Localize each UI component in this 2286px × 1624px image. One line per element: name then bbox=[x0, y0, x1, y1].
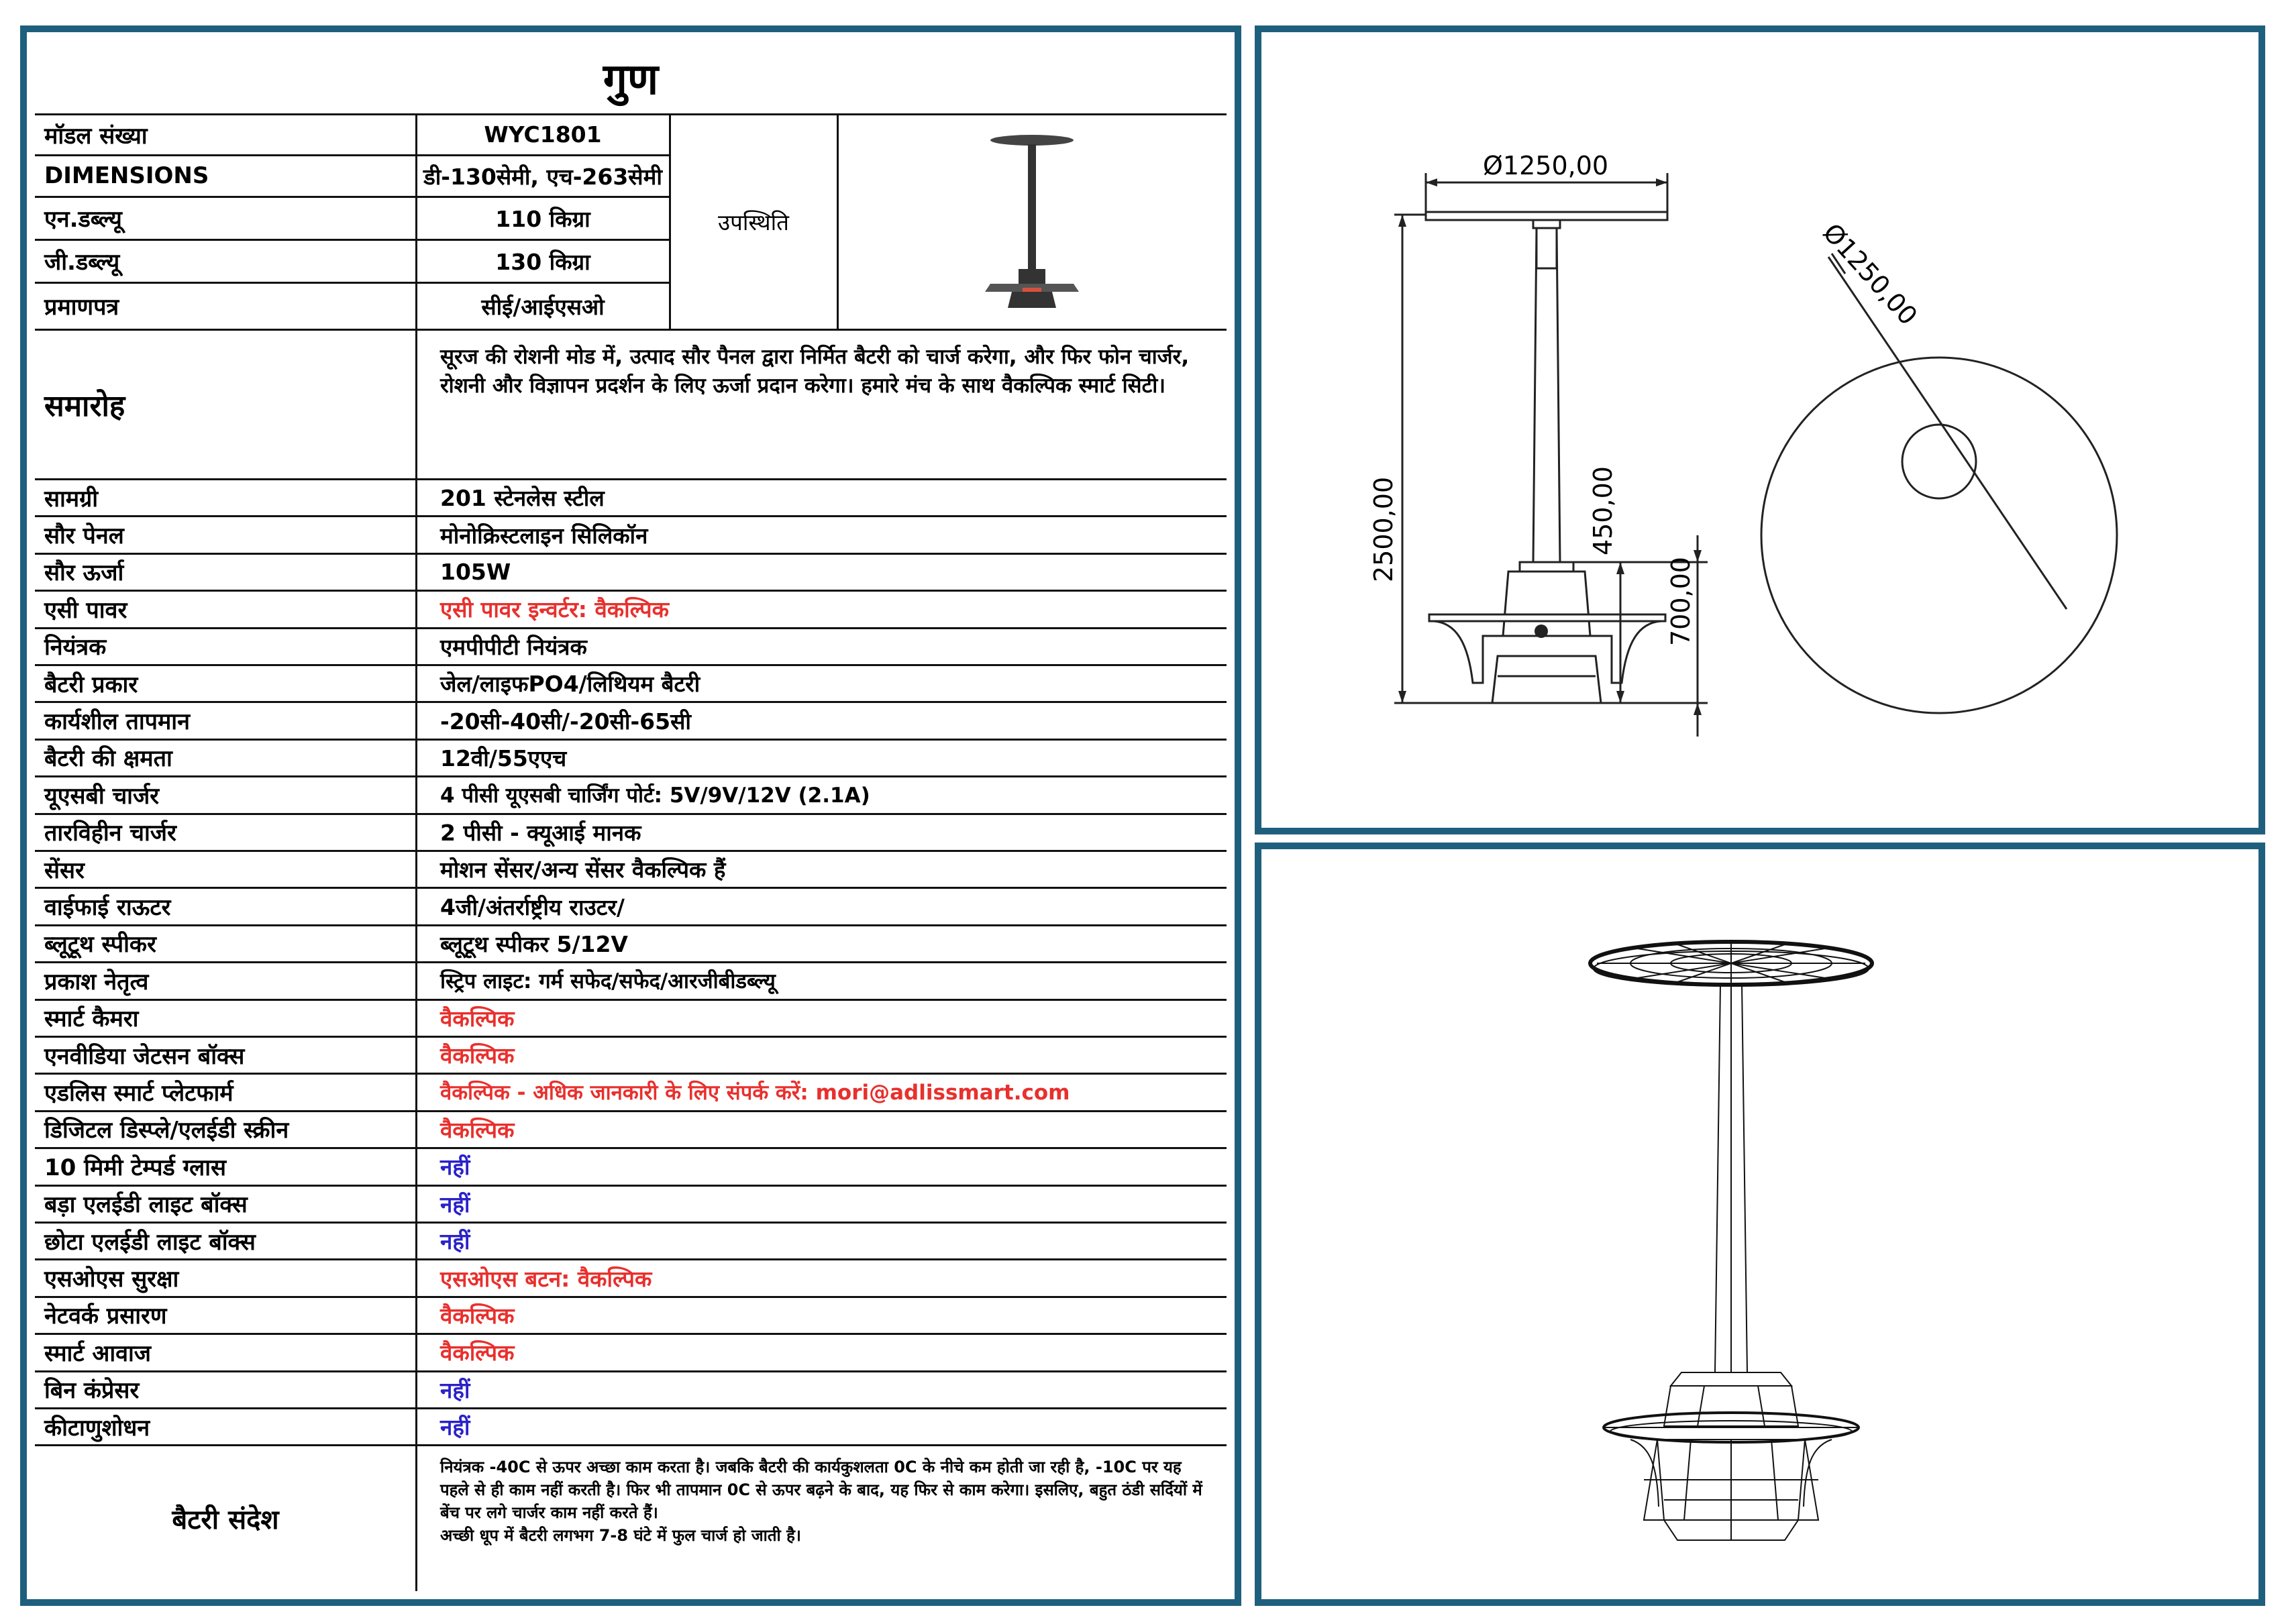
table-rule bbox=[35, 282, 670, 284]
header-value: डी-130सेमी, एच-263सेमी bbox=[423, 163, 662, 190]
header-label: प्रमाणपत्र bbox=[44, 294, 119, 321]
side-bench-left-leg bbox=[1433, 621, 1503, 683]
spec-value: नहीं bbox=[440, 1414, 470, 1441]
wireframe-cabinet-top bbox=[1671, 1372, 1791, 1386]
spec-label: तारविहीन चार्जर bbox=[44, 820, 176, 847]
spec-value: वैकल्पिक bbox=[440, 1302, 515, 1329]
spec-label: 10 मिमी टेम्पर्ड ग्लास bbox=[44, 1154, 226, 1181]
spec-label: एसी पावर bbox=[44, 596, 127, 624]
side-pole-cap bbox=[1537, 228, 1557, 268]
function-text: सूरज की रोशनी मोड में, उत्पाद सौर पैनल द्वारा निर्मित बैटरी को चार्ज करेगा, और फिर फोन चार्जर, रोशनी और विज्ञापन प्रदर्शन के लिए ऊर्जा प्रदान करेगा। हमारे मंच के साथ वैकल्पिक स्मार्ट सिटी। bbox=[440, 345, 1190, 398]
spec-value: 12वी/55एएच bbox=[440, 745, 567, 771]
spec-label: एनवीडिया जेटसन बॉक्स bbox=[44, 1042, 245, 1070]
spec-label: बैटरी प्रकार bbox=[44, 671, 138, 698]
side-cabinet-top bbox=[1520, 562, 1573, 572]
spec-value: वैकल्पिक bbox=[440, 1005, 515, 1032]
side-solar-panel bbox=[1426, 212, 1667, 220]
spec-label: सामग्री bbox=[44, 485, 99, 512]
spec-value: नहीं bbox=[440, 1376, 470, 1403]
spec-label: स्मार्ट कैमरा bbox=[44, 1006, 139, 1033]
top-view-hub-circle bbox=[1902, 425, 1976, 498]
spec-value: वैकल्पिक bbox=[440, 1042, 515, 1069]
spec-label: एडलिस स्मार्ट प्लेटफार्म bbox=[44, 1080, 233, 1107]
spec-sheet-panel bbox=[20, 25, 1241, 1606]
dim-700-label: 700,00 bbox=[1666, 557, 1696, 646]
spec-label: छोटा एलईडी लाइट बॉक्स bbox=[44, 1228, 256, 1256]
page-title: गुण bbox=[603, 54, 659, 105]
top-view-outer-circle bbox=[1761, 358, 2117, 713]
spec-label: डिजिटल डिस्प्ले/एलईडी स्क्रीन bbox=[44, 1117, 289, 1144]
spec-value: नहीं bbox=[440, 1154, 470, 1181]
spec-label: नेटवर्क प्रसारण bbox=[44, 1303, 167, 1330]
table-rule bbox=[35, 154, 670, 156]
spec-label: स्मार्ट आवाज bbox=[44, 1340, 152, 1367]
spec-label: सौर पेनल bbox=[44, 523, 124, 550]
side-door-knob bbox=[1535, 625, 1548, 638]
spec-value: -20सी-40सी/-20सी-65सी bbox=[440, 708, 691, 735]
table-rule bbox=[35, 239, 670, 241]
battery-text: नियंत्रक -40C से ऊपर अच्छा काम करता है। जबकि बैटरी की कार्यकुशलता 0C के नीचे कम होती जा रही है, -10C पर यह पहले से ही काम नहीं करती है। फिर भी तापमान 0C से ऊपर बढ़ने के बाद, यह फिर से काम करेगा। इसलिए, बहुत ठंडी सर्दियों में बेंच पर लगे चार्जर काम नहीं करते हैं। अच्छी धूप में बैटरी लगभग 7-8 घंटे में फुल चार्ज हो जाती है। bbox=[440, 1458, 1202, 1546]
spec-value: एमपीपीटी नियंत्रक bbox=[440, 633, 587, 660]
spec-label: कीटाणुशोधन bbox=[44, 1414, 150, 1442]
wireframe-view-panel bbox=[1255, 843, 2265, 1606]
spec-value: स्ट्रिप लाइट: गर्म सफेद/सफेद/आरजीबीडब्ल्यू bbox=[440, 969, 776, 993]
spec-label: ब्लूटूथ स्पीकर bbox=[44, 931, 156, 959]
function-label: समारोह bbox=[44, 388, 125, 423]
header-label: जी.डब्ल्यू bbox=[44, 249, 120, 276]
header-label: एन.डब्ल्यू bbox=[44, 206, 122, 233]
spec-label: बड़ा एलईडी लाइट बॉक्स bbox=[44, 1191, 248, 1219]
spec-table bbox=[35, 40, 1227, 1591]
header-label: DIMENSIONS bbox=[44, 162, 209, 189]
table-rule bbox=[415, 114, 417, 329]
dim-dia-top-label: Ø1250,00 bbox=[1817, 217, 1924, 331]
spec-value: 2 पीसी - क्यूआई मानक bbox=[440, 819, 641, 846]
product-thumbnail bbox=[978, 128, 1086, 316]
spec-value: मोनोक्रिस्टलाइन सिलिकॉन bbox=[440, 522, 648, 549]
spec-value: मोशन सेंसर/अन्य सेंसर वैकल्पिक हैं bbox=[440, 857, 726, 883]
dim-450-label: 450,00 bbox=[1588, 466, 1618, 555]
product-image bbox=[837, 114, 1227, 329]
table-rule bbox=[415, 479, 417, 1591]
dim-dia-side-label: Ø1250,00 bbox=[1483, 151, 1609, 180]
header-value: 110 किग्रा bbox=[495, 205, 590, 232]
spec-value: नहीं bbox=[440, 1228, 470, 1255]
spec-value: ब्लूटूथ स्पीकर 5/12V bbox=[440, 930, 628, 957]
table-rule bbox=[415, 329, 417, 479]
spec-value: 201 स्टेनलेस स्टील bbox=[440, 485, 605, 512]
technical-drawing bbox=[1261, 32, 2258, 828]
spec-value: जेल/लाइफPO4/लिथियम बैटरी bbox=[440, 671, 700, 698]
spec-label: यूएसबी चार्जर bbox=[44, 782, 160, 810]
side-panel-hub bbox=[1533, 220, 1560, 228]
appearance-label: उपस्थिति bbox=[718, 209, 789, 235]
side-cabinet bbox=[1503, 572, 1590, 636]
spec-label: कार्यशील तापमान bbox=[44, 708, 190, 736]
spec-value: नहीं bbox=[440, 1191, 470, 1217]
table-rule bbox=[35, 196, 670, 198]
header-value: सीई/आईएसओ bbox=[481, 293, 605, 320]
spec-value: एसी पावर इन्वर्टर: वैकल्पिक bbox=[440, 596, 669, 623]
wireframe-render bbox=[1261, 849, 2258, 1599]
battery-label: बैटरी संदेश bbox=[172, 1504, 279, 1535]
spec-label: प्रकाश नेतृत्व bbox=[44, 968, 149, 995]
dim-2500-label: 2500,00 bbox=[1369, 476, 1398, 582]
spec-value: 4 पीसी यूएसबी चार्जिंग पोर्ट: 5V/9V/12V (2.1A) bbox=[440, 783, 870, 808]
spec-value: एसओएस बटन: वैकल्पिक bbox=[440, 1265, 652, 1292]
spec-value: 4जी/अंतर्राष्ट्रीय राउटर/ bbox=[440, 894, 625, 920]
spec-value: वैकल्पिक bbox=[440, 1340, 515, 1366]
side-pole bbox=[1533, 228, 1560, 562]
top-view-diameter-line bbox=[1828, 257, 2067, 609]
spec-value: वैकल्पिक bbox=[440, 1116, 515, 1143]
technical-drawing-panel bbox=[1255, 25, 2265, 834]
side-base bbox=[1492, 656, 1601, 703]
side-bench-seat bbox=[1429, 614, 1665, 621]
header-value: WYC1801 bbox=[484, 121, 602, 148]
spec-label: नियंत्रक bbox=[44, 634, 107, 661]
spec-value: 105W bbox=[440, 558, 511, 585]
spec-label: सौर ऊर्जा bbox=[44, 559, 124, 587]
spec-label: वाईफाई राऊटर bbox=[44, 894, 171, 922]
spec-label: बैटरी की क्षमता bbox=[44, 745, 172, 773]
spec-label: एसओएस सुरक्षा bbox=[44, 1266, 179, 1293]
spec-value: वैकल्पिक - अधिक जानकारी के लिए संपर्क करें: mori@adlissmart.com bbox=[440, 1081, 1070, 1105]
header-label: मॉडल संख्या bbox=[44, 122, 148, 150]
spec-label: सेंसर bbox=[44, 857, 85, 884]
side-bench-right-leg bbox=[1590, 621, 1661, 683]
header-value: 130 किग्रा bbox=[495, 248, 590, 275]
spec-label: बिन कंप्रेसर bbox=[44, 1377, 140, 1405]
